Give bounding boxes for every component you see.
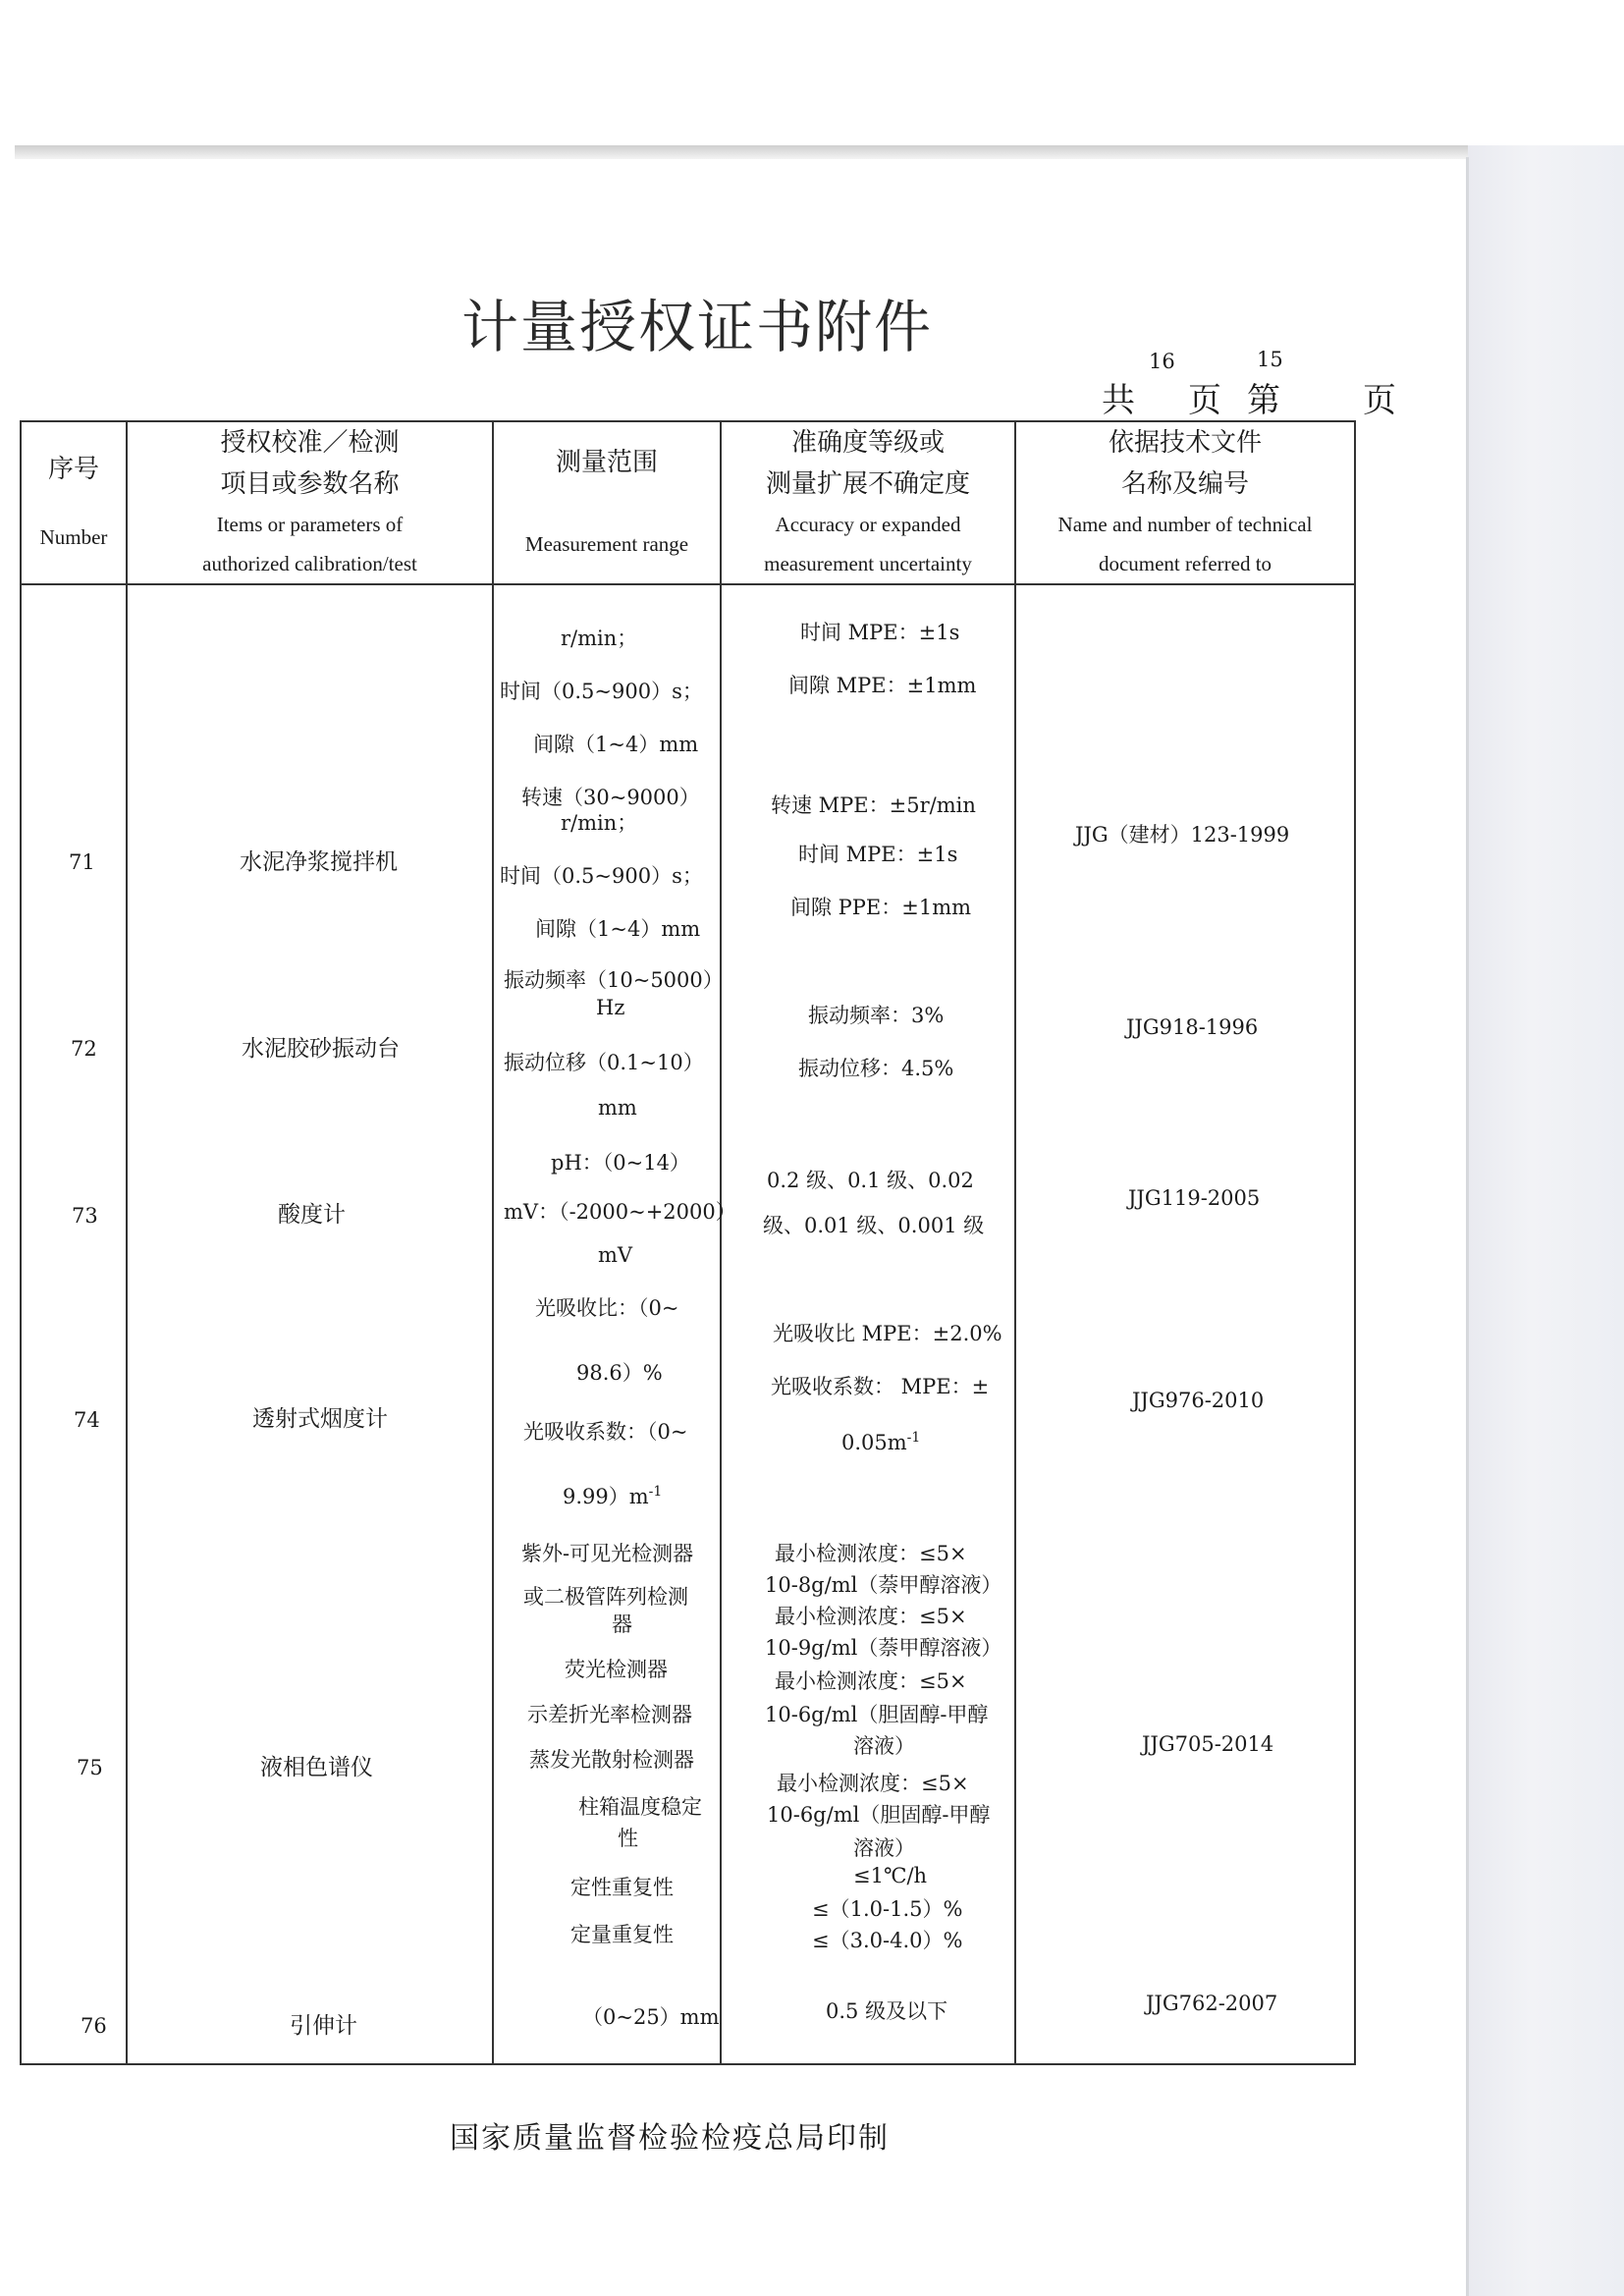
range-line: 性 bbox=[618, 1827, 638, 1850]
accuracy-line: 最小检测浓度：≤5× bbox=[775, 1542, 967, 1565]
table-header-row bbox=[21, 421, 1355, 584]
column-number bbox=[21, 584, 127, 2064]
page-label-ye1: 页 bbox=[1188, 381, 1223, 420]
range-line: 间隙（1~4）mm bbox=[533, 733, 699, 756]
accuracy-line: 溶液） bbox=[853, 1836, 915, 1860]
accuracy-line: 最小检测浓度：≤5× bbox=[777, 1772, 969, 1795]
range-line: mV bbox=[598, 1243, 633, 1267]
accuracy-line: 间隙 PPE：±1mm bbox=[790, 896, 972, 919]
range-line: 振动频率（10~5000） bbox=[504, 968, 724, 992]
column-accuracy bbox=[721, 584, 1015, 2064]
accuracy-line: 振动频率：3% bbox=[808, 1004, 945, 1027]
range-line: 转速（30~9000） bbox=[521, 786, 700, 809]
page-total-number: 16 bbox=[1149, 350, 1175, 373]
accuracy-line: 10-9g/ml（萘甲醇溶液） bbox=[765, 1636, 1002, 1660]
range-line: r/min； bbox=[561, 811, 638, 835]
accuracy-line: 振动位移：4.5% bbox=[798, 1057, 954, 1080]
header-accuracy: 准确度等级或 测量扩展不确定度 Accuracy or expanded measurement uncertainty bbox=[721, 421, 1015, 584]
row-number: 73 bbox=[72, 1204, 98, 1228]
accuracy-line: ≤1℃/h bbox=[853, 1864, 928, 1887]
range-line: mm bbox=[598, 1096, 637, 1120]
page-current-number: 15 bbox=[1257, 348, 1283, 371]
item-name: 液相色谱仪 bbox=[260, 1755, 373, 1780]
range-line: 光吸收系数：（0~ bbox=[523, 1420, 688, 1444]
accuracy-line: 光吸收比 MPE：±2.0% bbox=[773, 1322, 1002, 1345]
range-line: 定性重复性 bbox=[570, 1876, 674, 1899]
item-name: 水泥净浆搅拌机 bbox=[240, 849, 398, 875]
page-label-gong: 共 bbox=[1102, 381, 1137, 420]
row-number: 76 bbox=[81, 2014, 107, 2038]
range-line: 器 bbox=[612, 1613, 632, 1636]
accuracy-line: 10-6g/ml（胆固醇-甲醇 bbox=[767, 1803, 991, 1827]
accuracy-line: 级、0.01 级、0.001 级 bbox=[763, 1214, 985, 1237]
paper-edge bbox=[1466, 157, 1469, 2296]
range-line: 蒸发光散射检测器 bbox=[529, 1748, 694, 1772]
accuracy-line: 10-6g/ml（胆固醇-甲醇 bbox=[765, 1703, 989, 1726]
document-ref: JJG976-2010 bbox=[1132, 1389, 1265, 1412]
header-items: 授权校准／检测 项目或参数名称 Items or parameters of authorized calibration/test bbox=[127, 421, 493, 584]
document-ref: JJG119-2005 bbox=[1128, 1186, 1261, 1210]
page-label-di: 第 bbox=[1247, 381, 1282, 420]
row-number: 71 bbox=[69, 850, 95, 874]
page-title: 计量授权证书附件 bbox=[461, 294, 934, 360]
accuracy-line: 最小检测浓度：≤5× bbox=[775, 1669, 967, 1693]
column-document bbox=[1015, 584, 1355, 2064]
scanner-background bbox=[1468, 145, 1624, 2296]
item-name: 透射式烟度计 bbox=[252, 1406, 388, 1432]
scan-shadow bbox=[15, 145, 1468, 159]
item-name: 引伸计 bbox=[290, 2013, 357, 2039]
range-line: pH：（0~14） bbox=[551, 1151, 690, 1175]
row-number: 72 bbox=[71, 1037, 97, 1061]
item-name: 酸度计 bbox=[278, 1202, 346, 1228]
accuracy-line: 时间 MPE：±1s bbox=[798, 843, 958, 866]
accuracy-line: 0.5 级及以下 bbox=[826, 1999, 948, 2023]
column-items bbox=[127, 584, 493, 2064]
row-number: 74 bbox=[74, 1408, 100, 1432]
range-line: 荧光检测器 bbox=[565, 1658, 668, 1681]
range-line: $9.99)m^{-1}$ bbox=[563, 1484, 663, 1508]
accuracy-line: 最小检测浓度：≤5× bbox=[775, 1605, 967, 1628]
range-line: （0~25）mm bbox=[582, 2005, 720, 2029]
accuracy-line: 时间 MPE：±1s bbox=[800, 621, 960, 644]
range-line: Hz bbox=[596, 996, 625, 1019]
document-ref: JJG705-2014 bbox=[1142, 1732, 1274, 1756]
accuracy-line: ≤（3.0-4.0）% bbox=[812, 1929, 963, 1952]
header-number: 序号 Number bbox=[21, 421, 127, 584]
header-range: 测量范围 Measurement range bbox=[493, 421, 721, 584]
row-number: 75 bbox=[77, 1756, 103, 1779]
table-body-row bbox=[21, 584, 1355, 2064]
range-line: 98.6）% bbox=[576, 1361, 663, 1385]
accuracy-line: 10-8g/ml（萘甲醇溶液） bbox=[765, 1573, 1002, 1597]
authorization-table bbox=[20, 420, 1356, 2065]
document-ref: JJG（建材）123-1999 bbox=[1075, 823, 1290, 847]
document-ref: JJG918-1996 bbox=[1126, 1015, 1259, 1039]
range-line: 时间（0.5~900）s； bbox=[500, 864, 703, 888]
accuracy-line: 溶液） bbox=[853, 1734, 915, 1758]
range-line: 紫外-可见光检测器 bbox=[521, 1542, 694, 1565]
accuracy-line: 0.2 级、0.1 级、0.02 bbox=[767, 1169, 974, 1192]
accuracy-line: 光吸收系数： MPE：± bbox=[771, 1375, 990, 1398]
page-indicator bbox=[1102, 373, 1402, 421]
range-line: 示差折光率检测器 bbox=[527, 1703, 692, 1726]
column-range bbox=[493, 584, 736, 2064]
document-ref: JJG762-2007 bbox=[1146, 1992, 1278, 2015]
range-line: mV：（-2000~+2000） bbox=[504, 1200, 736, 1224]
range-line: 定量重复性 bbox=[570, 1923, 674, 1946]
item-name: 水泥胶砂振动台 bbox=[242, 1036, 400, 1062]
range-line: 时间（0.5~900）s； bbox=[500, 680, 703, 703]
accuracy-line: ≤（1.0-1.5）% bbox=[812, 1897, 963, 1921]
accuracy-line: 转速 MPE：±5r/min bbox=[771, 793, 976, 817]
range-line: 间隙（1~4）mm bbox=[535, 917, 701, 941]
range-line: 振动位移（0.1~10） bbox=[504, 1051, 704, 1074]
range-line: 柱箱温度稳定 bbox=[578, 1795, 702, 1819]
header-document: 依据技术文件 名称及编号 Name and number of technical document referred to bbox=[1015, 421, 1355, 584]
range-line: 或二极管阵列检测 bbox=[523, 1585, 688, 1609]
range-line: r/min； bbox=[561, 627, 638, 650]
range-line: 光吸收比：（0~ bbox=[535, 1296, 679, 1320]
accuracy-line: 间隙 MPE：±1mm bbox=[788, 674, 977, 697]
footer-issuer: 国家质量监督检验检疫总局印制 bbox=[450, 2121, 890, 2156]
accuracy-line: $0.05m^{-1}$ bbox=[841, 1430, 921, 1454]
page-label-ye2: 页 bbox=[1363, 381, 1398, 420]
